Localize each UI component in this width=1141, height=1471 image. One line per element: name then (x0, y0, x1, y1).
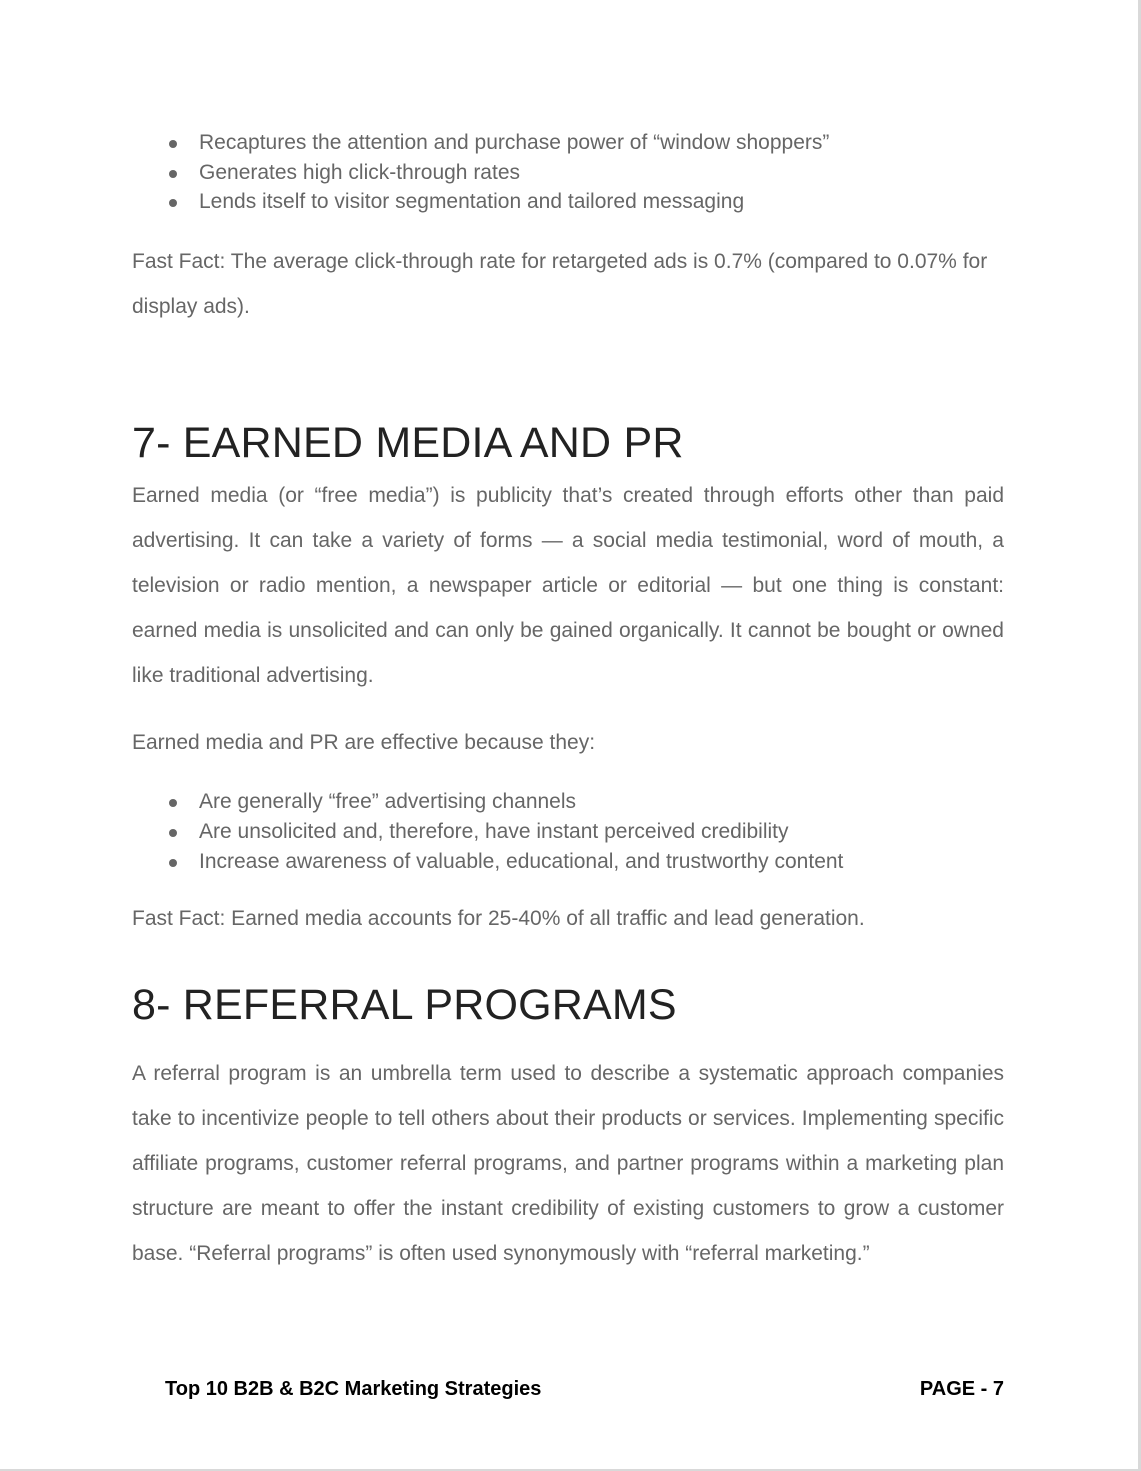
section-paragraph-earned-media: Earned media (or “free media”) is publicity that’s created through efforts other than paid advertising. It can take a variety of forms — a social media testimonial, word of mouth, a television or radio mention, a newspaper article or editorial — but one thing is constant: earned media is unsolicited and can only be gained organically. It cannot be bought or owned like traditional advertising. (132, 484, 1004, 688)
list-item-text: Increase awareness of valuable, educational, and trustworthy content (199, 849, 844, 873)
footer-page-number: PAGE - 7 (919, 1378, 1004, 1400)
page-footer (165, 1378, 1004, 1401)
list-item-text: Recaptures the attention and purchase power of “window shoppers” (199, 131, 830, 154)
list-item (132, 817, 1004, 847)
bullet-icon (169, 829, 177, 837)
section-lead-in: Earned media and PR are effective because they: (132, 731, 596, 755)
bullet-icon (169, 140, 177, 148)
footer-document-title: Top 10 B2B & B2C Marketing Strategies (165, 1378, 542, 1400)
bullet-icon (169, 799, 177, 807)
earned-media-bullet-list (132, 787, 1004, 876)
document-body (132, 128, 1004, 1276)
bullet-icon (169, 170, 177, 178)
list-item-text: Are unsolicited and, therefore, have instant perceived credibility (199, 819, 789, 843)
section-heading-referral-programs: 8- REFERRAL PROGRAMS (132, 981, 677, 1030)
list-item (132, 158, 1004, 188)
intro-bullet-list (132, 128, 1004, 217)
fast-fact-retargeting: Fast Fact: The average click-through rate for retargeted ads is 0.7% (compared to 0.07% for display ads). (132, 250, 988, 319)
bullet-icon (169, 199, 177, 207)
list-item (132, 847, 1004, 877)
list-item-text: Generates high click-through rates (199, 160, 520, 184)
list-item (132, 787, 1004, 817)
list-item-text: Lends itself to visitor segmentation and tailored messaging (199, 190, 745, 214)
section-paragraph-referral-programs: A referral program is an umbrella term used to describe a systematic approach companies take to incentivize people to tell others about their products or services. Implementing specific affiliate programs, customer referral programs, and partner programs within a marketing plan structure are meant to offer the instant credibility of existing customers to grow a customer base. “Referral programs” is often used synonymously with “referral marketing.” (132, 1062, 1004, 1266)
list-item (132, 187, 1004, 217)
list-item-text: Are generally “free” advertising channels (199, 790, 577, 814)
section-heading-earned-media: 7- EARNED MEDIA AND PR (132, 419, 684, 468)
bullet-icon (169, 859, 177, 867)
fast-fact-earned-media: Fast Fact: Earned media accounts for 25-40% of all traffic and lead generation. (132, 907, 865, 931)
list-item (132, 128, 1004, 158)
